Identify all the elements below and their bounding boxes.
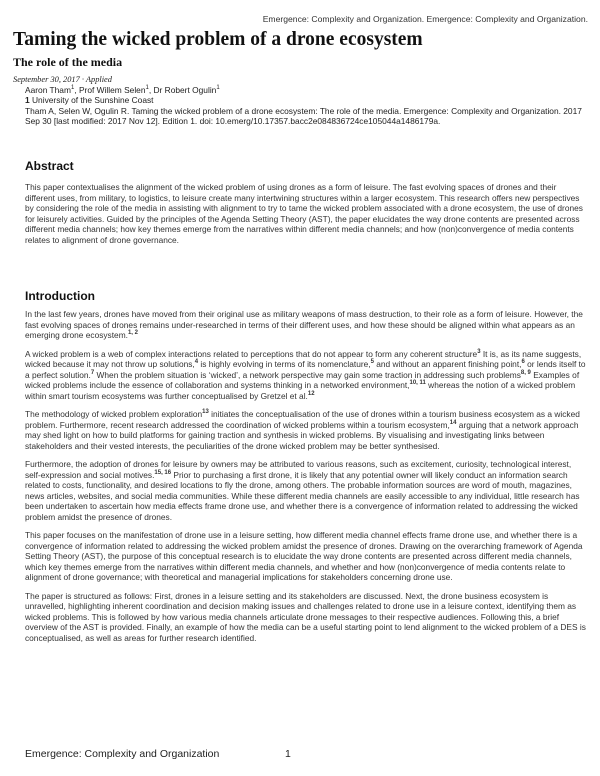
author-name: Aaron Tham: [25, 85, 71, 95]
affiliation: 1 University of the Sunshine Coast: [25, 95, 154, 106]
page-footer: [25, 748, 325, 760]
paragraph: In the last few years, drones have moved from their original use as military weapons of mass destruction, to their role as a form of leisure. However, the fast evolving spaces of drones remains under-researched in terms of their different uses, and how these should be aligned within what appears as an emerging drone ecosystem.$^{1, 2}$: [25, 309, 583, 340]
paragraph: The paper is structured as follows: First, drones in a leisure setting and its stakeholders are discussed. Next, the drone business ecosystem is unravelled, highlighting inherent coordination and decision making issues and challenges related to drone use in a leisure context, identifying them as wicked problems. This is followed by how various media channels articulate drone messages to their respective audiences. Following this, a brief overview of the AST is provided. Finally, an example of how the media can be a useful starting point to lend alignment to the wicked problem of a DES is conceptualised, as well as areas for further research identified.: [25, 590, 586, 643]
paragraph: A wicked problem is a web of complex interactions related to perceptions that do not appear to form any coherent structure$^3$ It is, as its name suggests, wicked because it may not throw up solutions,$^4$ is highly evolving in terms of its nomenclature,$^5$ and without an apparent finishing point,$^6$ or lends itself to a perfect solution.$^7$ When the problem situation is ‘wicked’, a network perspective may gain some traction in addressing such problems$^{8, 9}$ Examples of wicked problems include the essence of collaboration and systems thinking in a networked environment,$^{10, 11}$ whereas the notion of a wicked problem within smart tourism ecosystems was further conceptualised by Gretzel et al.$^{12}$: [25, 348, 586, 401]
date-line: September 30, 2017 · Applied: [13, 75, 112, 84]
introduction-heading: Introduction: [25, 289, 95, 303]
abstract-text: This paper contextualises the alignment of the wicked problem of using drones as a form of leisure. The fast evolving spaces of drones and their different uses, from military, to logistics, to leisure create many intertwining structures within a larger ecosystem. This research offers new perspectives by considering the role of the media in assisting with alignment to try to tame the wicked problem associated with a drone ecosystem, the use of drones for leisurely activities. Guided by the principles of the Agenda Setting Theory (AST), the paper elucidates the way drone contents are presented across different media channels; how key themes emerge from the narratives within different media channels; and how (non)convergence of media contents relates to alignment of drone governance.: [25, 182, 583, 245]
page-number: 1: [285, 748, 291, 760]
paragraph: The methodology of wicked problem exploration$^{13}$ initiates the conceptualisation of the use of drones within a tourism business ecosystem as a wicked problem. Furthermore, recent research addressed the coordination of wicked problems within a tourism ecosystem,$^{14}$ arguing that a network approach may shed light on how to build platforms for gaining traction and synthesis in wicked problems. By visualising and investigating links between stakeholders and their vested interests, the peculiarities of the drone wicked problem may be better synthesised.: [25, 409, 580, 451]
introduction-section: [25, 309, 588, 651]
author-name: Prof Willem Selen: [78, 85, 146, 95]
article-meta: [25, 85, 590, 126]
author-name: Dr Robert Ogulin: [153, 85, 217, 95]
footer-journal: Emergence: Complexity and Organization: [25, 748, 220, 760]
paper-title: Taming the wicked problem of a drone ecosystem: [13, 29, 423, 50]
paragraph: Furthermore, the adoption of drones for leisure by owners may be attributed to various reasons, such as excitement, curiosity, technological interest, self-expression and social motives.$^{15, 16}$ Prior to purchasing a first drone, it is likely that any potential owner will likely conduct an information search related to costs, functionality, and desired locations to fly the drone, among others. The probable information sources are word of mouth, magazines, news articles, websites, and social media communities. While these different media channels are easily accessible to any individual, little research has been undertaken to ascertain how media effects frame drone use, and whether there is a convergence of information related to addressing the wicked problem amidst the presence of drones.: [25, 459, 580, 522]
abstract-heading: Abstract: [25, 159, 74, 173]
citation: Tham A, Selen W, Ogulin R. Taming the wicked problem of a drone ecosystem: The role of the media. Emergence: Complexity and Organization. 2017 Sep 30 [last modified: 2017 Nov 12]. Edition 1. doi: 10.emerg/10.17357.bacc2e084836724ce105044a1486179a.: [25, 105, 582, 126]
author-list: Aaron Tham$^1$, Prof Willem Selen$^1$, Dr Robert Ogulin$^1$: [25, 85, 220, 95]
abstract-section: [25, 182, 588, 253]
running-header: Emergence: Complexity and Organization. Emergence: Complexity and Organization.: [262, 14, 588, 24]
paragraph: This paper focuses on the manifestation of drone use in a leisure setting, how different media channel effects frame drone use, and whether there is a convergence of information related to addressing the wicked problem amidst the presence of drones. Drawing on the overarching framework of Agenda Setting Theory (AST), the purpose of this conceptual research is to elucidate the way drone contents are presented across different media channels, which key themes emerge from the narratives within different media channels, and whether and how (non)convergence of media contents relate to alignment of drone governance; with theoretical and managerial implications for stakeholders concerning drone use.: [25, 530, 583, 582]
paper-subtitle: The role of the media: [13, 55, 123, 69]
